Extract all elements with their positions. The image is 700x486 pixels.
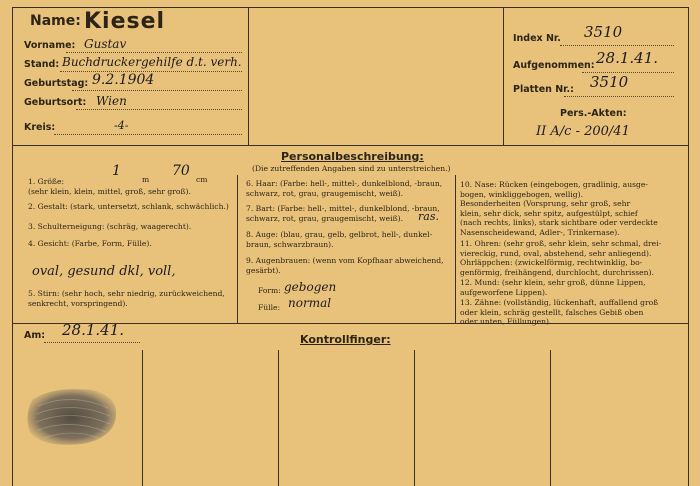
top-border <box>12 7 688 8</box>
index-number-value: 3510 <box>584 23 623 41</box>
item-eye-options: braun, schwarzbraun). <box>246 239 334 249</box>
item-height-options: (sehr klein, klein, mittel, groß, sehr groß). <box>28 186 191 196</box>
height-unit-cm: cm <box>196 175 208 184</box>
index-number-label: Index Nr. <box>513 33 561 44</box>
item-teeth <box>460 298 658 327</box>
beard-value: ras. <box>418 210 439 223</box>
item-teeth-text-2: oder klein, schräg gestellt, falsches Gebiß oben <box>460 307 644 317</box>
item-shoulder: 3. Schulterneigung: (schräg, waagerecht). <box>28 222 192 231</box>
item-nose-text-3: Besonderheiten (Vorsprung, sehr groß, sehr <box>460 199 631 209</box>
item-ears-text-3: Ohrläppchen: (zwickelförmig, rechtwinklig, bo- <box>460 258 643 268</box>
item-nose-text-6: Nasenscheidewand, Adler-, Trinkernase). <box>460 227 620 237</box>
date-line <box>44 342 140 343</box>
divider-desc-1 <box>237 175 238 323</box>
finger-col-2 <box>278 350 279 486</box>
item-ears-text-1: 11. Ohren: (sehr groß, sehr klein, sehr schmal, drei- <box>460 239 662 248</box>
face-value: oval, gesund dkl, voll, <box>32 264 176 279</box>
birth-date-value: 9.2.1904 <box>92 72 155 88</box>
item-teeth-text-1: 13. Zähne: (vollständig, lückenhaft, auffallend groß <box>460 298 659 307</box>
divider-header-1 <box>248 7 249 145</box>
finger-col-1 <box>142 350 143 486</box>
eyebrow-fullness-label: Fülle: <box>258 303 281 312</box>
occupation-label: Stand: <box>24 59 60 70</box>
item-forehead <box>28 289 225 308</box>
item-height <box>28 177 191 196</box>
item-height-text: 1. Größe: <box>28 177 65 186</box>
item-eyebrows <box>246 256 444 275</box>
item-forehead-options: senkrecht, vorspringend). <box>28 298 128 308</box>
divider-header-2 <box>503 7 504 145</box>
plate-number-line <box>564 96 674 97</box>
birth-place-value: Wien <box>96 94 127 108</box>
district-value: -4- <box>114 119 129 132</box>
eyebrow-fullness-value: normal <box>288 296 332 310</box>
personnel-file-label: Pers.-Akten: <box>560 108 627 119</box>
name-value: Kiesel <box>84 9 166 34</box>
height-value-cm: 70 <box>172 163 190 179</box>
item-teeth-text-3: oder unten, Füllungen). <box>460 317 552 327</box>
control-fingers-heading: Kontrollfinger: <box>300 333 391 346</box>
district-line <box>54 134 242 135</box>
fingerprint-impression <box>22 386 122 448</box>
item-eye-text: 8. Auge: (blau, grau, gelb, gelbrot, hell-, dunkel- <box>246 230 433 239</box>
eyebrow-shape-label: Form: <box>258 286 281 295</box>
occupation-value: Buchdruckergehilfe d.t. verh. <box>62 55 242 69</box>
divider-header-bottom <box>12 145 688 146</box>
birth-date-line <box>72 90 242 91</box>
first-name-label: Vorname: <box>24 40 76 51</box>
item-forehead-text: 5. Stirn: (sehr hoch, sehr niedrig, zurückweichend, <box>28 289 225 298</box>
item-hair-options: schwarz, rot, grau, graugemischt, weiß). <box>246 188 404 198</box>
item-build: 2. Gestalt: (stark, untersetzt, schlank, schwächlich.) <box>28 202 229 211</box>
item-ears-text-2: viereckig, rund, oval, abstehend, sehr anliegend). <box>460 248 652 258</box>
item-beard-options: schwarz, rot, grau, graugemischt, weiß). <box>246 213 404 223</box>
recorded-on-value: 28.1.41. <box>596 49 659 67</box>
item-nose-text-4: klein, sehr dick, sehr spitz, aufgestülpt, schief <box>460 208 638 218</box>
item-ears <box>460 239 661 277</box>
item-eye <box>246 230 432 249</box>
right-border <box>688 7 689 486</box>
plate-number-label: Platten Nr.: <box>513 84 574 95</box>
item-beard-text: 7. Bart: (Farbe: hell-, mittel-, dunkelblond, -braun, <box>246 204 440 213</box>
first-name-line <box>66 52 242 53</box>
birth-date-label: Geburtstag: <box>24 78 89 89</box>
birth-place-line <box>76 109 242 110</box>
finger-col-4 <box>550 350 551 486</box>
item-eyebrows-text: 9. Augenbrauen: (wenn vom Kopfhaar abweichend, <box>246 256 444 265</box>
recorded-on-label: Aufgenommen: <box>513 60 595 71</box>
item-eyebrows-options: gesärbt). <box>246 265 281 275</box>
height-unit-m: m <box>142 175 150 184</box>
item-mouth <box>460 278 646 297</box>
item-nose-text-2: bogen, winkliggebogen, wellig). <box>460 189 584 199</box>
name-label: Name: <box>30 13 81 29</box>
item-nose-text-5: (nach rechts, links), stark sichtbare oder verdeckte <box>460 218 658 228</box>
item-hair <box>246 179 442 198</box>
height-value-m: 1 <box>112 163 121 179</box>
finger-col-3 <box>414 350 415 486</box>
item-nose-text-1: 10. Nase: Rücken (eingebogen, gradlinig, ausge- <box>460 180 648 189</box>
eyebrow-shape-value: gebogen <box>284 280 337 294</box>
personnel-file-value: II A/c - 200/41 <box>536 124 630 139</box>
description-heading: Personalbeschreibung: <box>281 150 424 163</box>
district-label: Kreis: <box>24 122 56 133</box>
plate-number-value: 3510 <box>590 73 629 91</box>
date-value: 28.1.41. <box>62 321 125 339</box>
date-label: Am: <box>24 330 46 341</box>
item-nose <box>460 180 658 238</box>
birth-place-label: Geburtsort: <box>24 97 87 108</box>
item-ears-text-4: genförmig, freihängend, durchlocht, durchrissen). <box>460 267 654 277</box>
left-border <box>12 7 13 486</box>
index-number-line <box>560 45 674 46</box>
item-beard <box>246 204 440 223</box>
description-instruction: (Die zutreffenden Angaben sind zu unterstreichen.) <box>252 164 451 173</box>
first-name-value: Gustav <box>84 37 127 51</box>
item-face: 4. Gesicht: (Farbe, Form, Fülle). <box>28 239 152 248</box>
divider-desc-2 <box>455 175 456 323</box>
fingerprint-shape <box>27 389 116 445</box>
item-mouth-text-1: 12. Mund: (sehr klein, sehr groß, dünne Lippen, <box>460 278 646 287</box>
item-hair-text: 6. Haar: (Farbe: hell-, mittel-, dunkelblond, -braun, <box>246 179 443 188</box>
item-mouth-text-2: aufgeworfene Lippen). <box>460 287 548 297</box>
